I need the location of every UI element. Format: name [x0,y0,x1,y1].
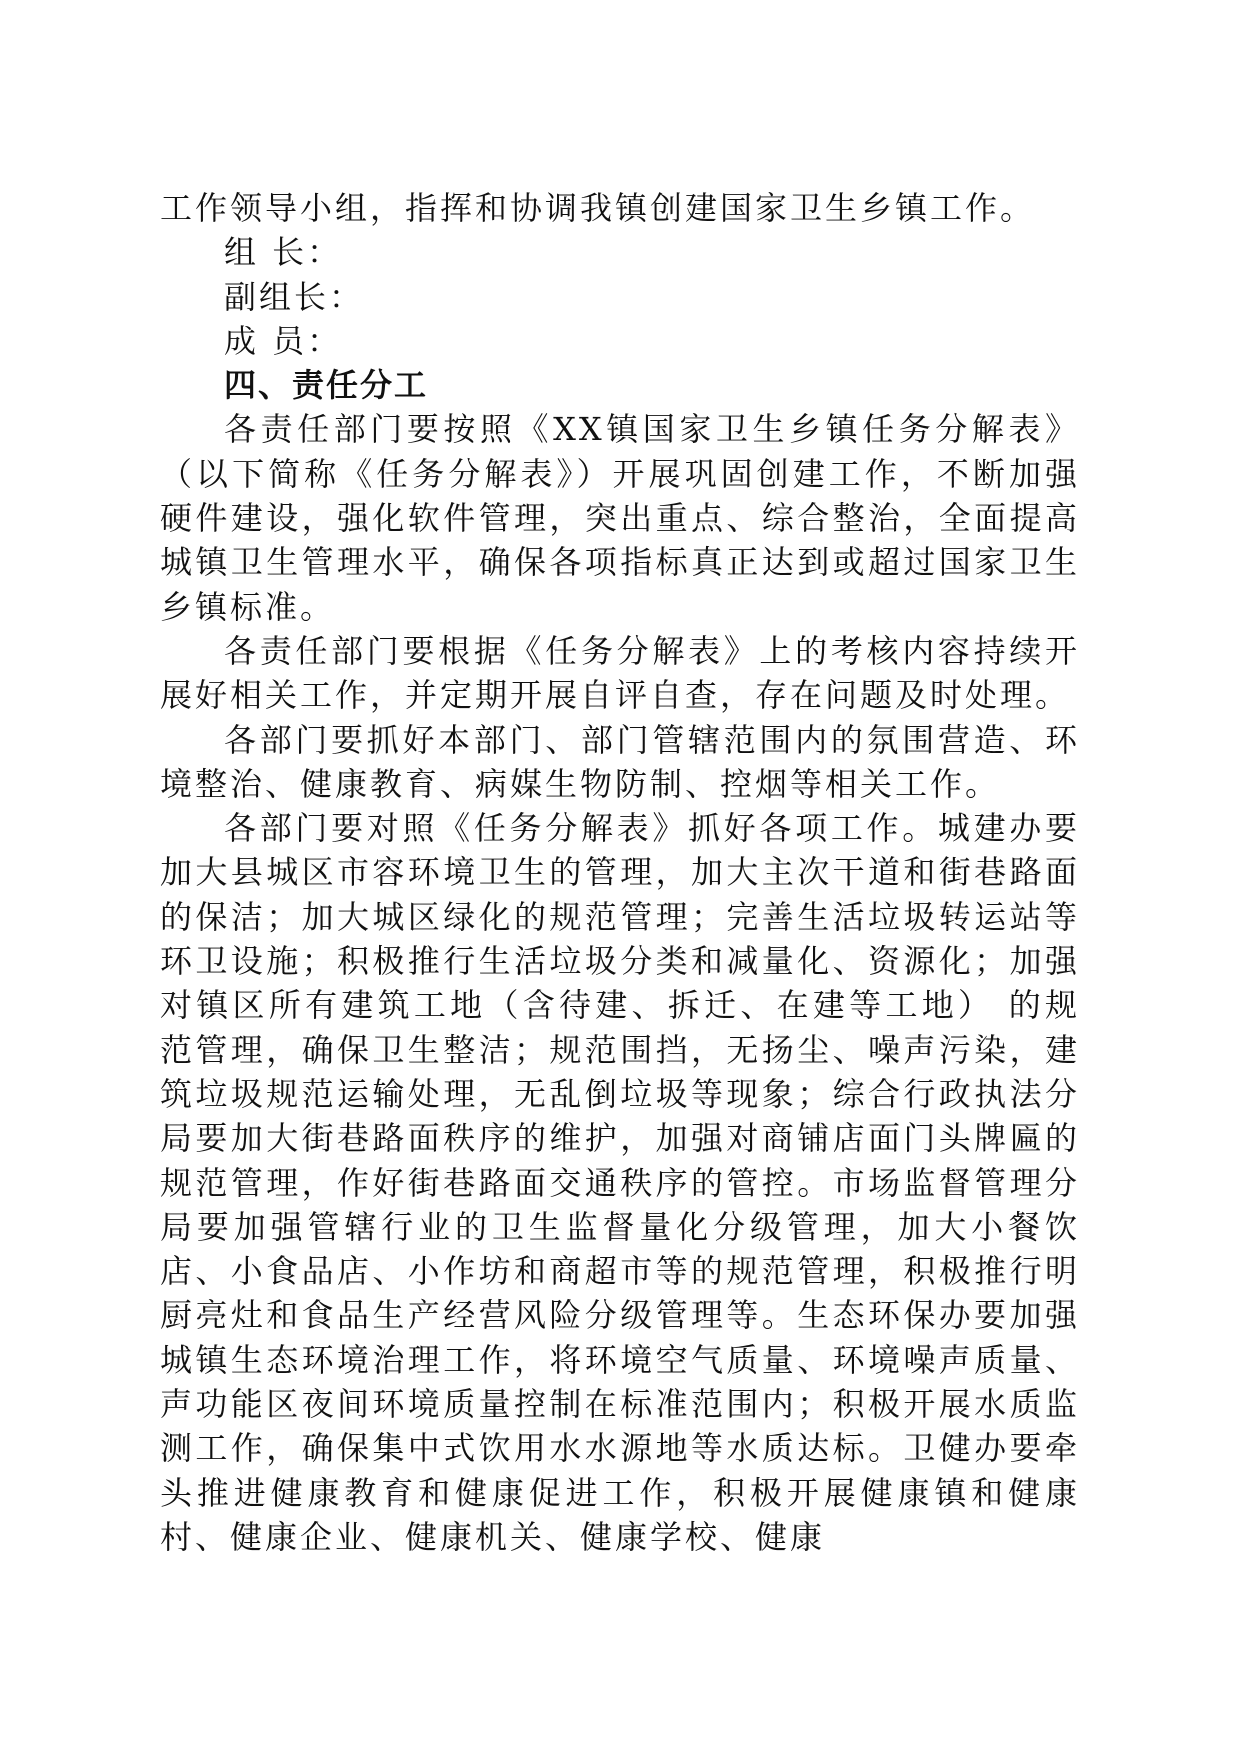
section-heading: 四、责任分工 [224,366,429,405]
paragraph: 各部门要对照《任务分解表》抓好各项工作。城建办要加大县城区市容环境卫生的管理，加大主次干道和街巷路面的保洁；加大城区绿化的规范管理；完善生活垃圾转运站等环卫设施；积极推行生活垃圾分类和减量化、资源化；加强对镇区所有建筑工地（含待建、拆迁、在建等工地） 的规范管理，确保卫生整洁；规范围挡，无扬尘、噪声污染，建筑垃圾规范运输处理，无乱倒垃圾等现象；综合行政执法分局要加大街巷路面秩序的维护，加强对商铺店面门头牌匾的规范管理，作好街巷路面交通秩序的管控。市场监督管理分局要加强管辖行业的卫生监督量化分级管理，加大小餐饮店、小食品店、小作坊和商超市等的规范管理，积极推行明厨亮灶和食品生产经营风险分级管理等。生态环保办要加强城镇生态环境治理工作，将环境空气质量、环境噪声质量、声功能区夜间环境质量控制在标准范围内；积极开展水质监测工作，确保集中式饮用水水源地等水质达标。卫健办要牵头推进健康教育和健康促进工作，积极开展健康镇和健康村、健康企业、健康机关、健康学校、健康 [160,809,1080,1556]
role-members: 成 员： [224,321,343,360]
role-leader: 组 长： [224,233,343,272]
paragraph: 各责任部门要按照《XX镇国家卫生乡镇任务分解表》（以下简称《任务分解表》）开展巩固创建工作，不断加强硬件建设，强化软件管理，突出重点、综合整治，全面提高城镇卫生管理水平，确保各项指标真正达到或超过国家卫生乡镇标准。 [160,410,1080,626]
continuation-line: 工作领导小组，指挥和协调我镇创建国家卫生乡镇工作。 [160,189,1036,227]
paragraph: 各责任部门要根据《任务分解表》上的考核内容持续开展好相关工作，并定期开展自评自查，存在问题及时处理。 [160,631,1080,715]
role-deputy: 副组长： [224,277,365,316]
document-page [160,186,1080,1559]
paragraph: 各部门要抓好本部门、部门管辖范围内的氛围营造、环境整治、健康教育、病媒生物防制、控烟等相关工作。 [160,720,1080,803]
